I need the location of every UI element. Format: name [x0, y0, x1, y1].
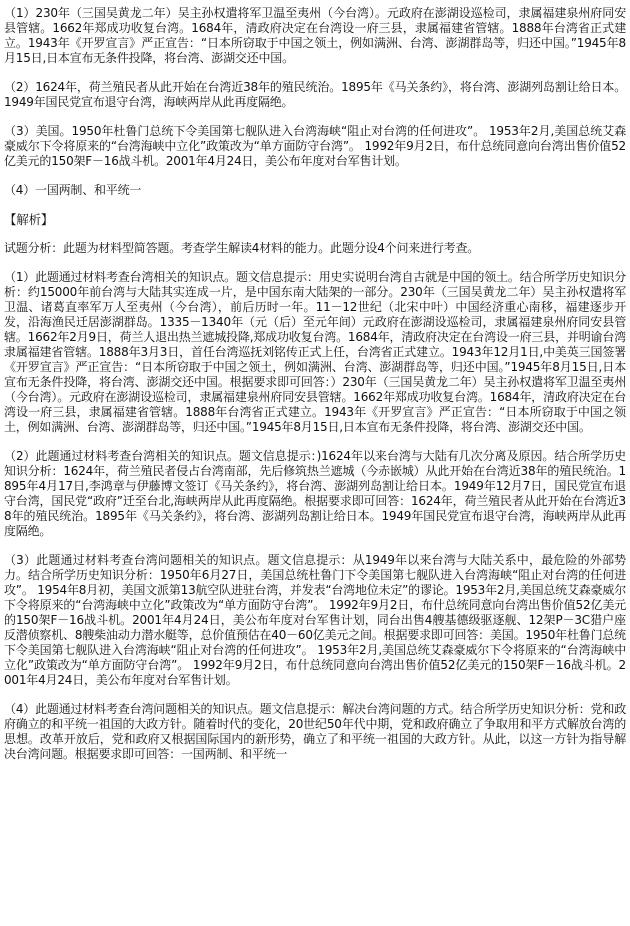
spacer [4, 256, 626, 270]
answer-4: （4）一国两制、和平统一 [4, 183, 142, 197]
analysis-part-1: （1）此题通过材料考查台湾相关的知识点。题文信息提示：用史实说明台湾自古就是中国的领土。结合所学历史知识分析：约15000年前台湾与大陆其实连成一片，是中国东南大陆架的一部分。230年（三国吴黄龙二年）吴主孙权遣将军卫温、诸葛直率军万人至夷州（今台湾），前后历时一年。11－12世纪（北宋中叶）中国经济重心南移，福建逐步开发，沿海渔民迁居澎湖群岛。1335－1340年（元（后）至元年间）元政府在澎湖设巡检司，隶属福建泉州府同安县管辖。1662年2月9日，荷兰人退出热兰遮城投降,郑成功收复台湾。1684年，清政府决定在台湾设一府三县，并明谕台湾隶属福建省管辖。1888年3月3日，首任台湾巡抚刘铭传正式上任，台湾省正式建立。1943年12月1日,中美英三国签署《开罗宣言》严正宣告：“日本所窃取于中国之领土，例如满洲、台湾、澎湖群岛等，归还中国。”1945年8月15日,日本宣布无条件投降，将台湾、澎湖交还中国。根据要求即可回答：）230年（三国吴黄龙二年）吴主孙权遣将军卫温至夷州（今台湾）。元政府在澎湖设巡检司，隶属福建泉州府同安县管辖。1662年郑成功收复台湾。1684年，清政府决定在台湾设一府三县，隶属福建省管辖。1888年台湾省正式建立。1943年《开罗宣言》严正宣告：“日本所窃取于中国之领土，例如满洲、台湾、澎湖群岛等，归还中国。”1945年8月15日,日本宣布无条件投降，将台湾、澎湖交还中国。 [4, 270, 626, 434]
spacer [4, 435, 626, 449]
spacer [4, 688, 626, 702]
answer-3: （3）美国。1950年杜鲁门总统下令美国第七舰队进入台湾海峡“阻止对台湾的任何进攻”。 1953年2月,美国总统艾森豪威尔下令将原来的“台湾海峡中立化”政策改为“单方面防守台湾”。 1992年9月2日，布什总统同意向台湾出售价值52亿美元的150架F－16战斗机。2001年4月24日，美公布年度对台军售计划。 [4, 124, 626, 168]
answer-2: （2）1624年，荷兰殖民者从此开始在台湾近38年的殖民统治。1895年《马关条约》，将台湾、澎湖列岛割让给日本。1949年国民党宣布退守台湾，海峡两岸从此再度隔绝。 [4, 80, 626, 109]
analysis-part-2: （2）此题通过材料考查台湾相关的知识点。题文信息提示：)1624年以来台湾与大陆有几次分离及原因。结合所学历史知识分析：1624年，荷兰殖民者侵占台湾南部，先后修筑热兰遮城（今赤嵌城）从此开始在台湾近38年的殖民统治。1895年4月17日,李鸿章与伊藤博文签订《马关条约》，将台湾、澎湖列岛割让给日本。1949年12月7日，国民党宣布退守台湾，国民党“政府”迁至台北,海峡两岸从此再度隔绝。根据要求即可回答：1624年，荷兰殖民者从此开始在台湾近38年的殖民统治。1895年《马关条约》，将台湾、澎湖列岛割让给日本。1949年国民党宣布退守台湾，海峡两岸从此再度隔绝。 [4, 449, 626, 538]
spacer [4, 110, 626, 124]
spacer [4, 198, 626, 212]
analysis-intro: 试题分析：此题为材料型简答题。考查学生解读4材料的能力。此题分设4个问来进行考查。 [4, 241, 480, 255]
spacer [4, 66, 626, 80]
analysis-part-3: （3）此题通过材料考查台湾问题相关的知识点。题文信息提示：从1949年以来台湾与大陆关系中，最危险的外部势力。结合所学历史知识分析：1950年6月27日，美国总统杜鲁门下令美国第七舰队进入台湾海峡“阻止对台湾的任何进攻”。 1954年8月初，美国文派第13航空队进驻台湾，并发表“台湾地位未定”的谬论。1953年2月,美国总统艾森豪威尔下令将原来的“台湾海峡中立化”政策改为“单方面防守台湾”。 1992年9月2日，布什总统同意向台湾出售价值52亿美元的150架F－16战斗机。2001年4月24日，美公布年度对台军售计划，同台出售4艘基德级驱逐舰、12架P－3C猎户座反潜侦察机、8艘柴油动力潜水艇等，总价值预估在40－60亿美元之间。根据要求即可回答：美国。1950年杜鲁门总统下令美国第七舰队进入台湾海峡“阻止对台湾的任何进攻”。 1953年2月,美国总统艾森豪威尔下令将原来的“台湾海峡中立化”政策改为“单方面防守台湾”。 1992年9月2日，布什总统同意向台湾出售价值52亿美元的150架F－16战斗机。2001年4月24日，美公布年度对台军售计划。 [4, 553, 626, 687]
analysis-part-4: （4）此题通过材料考查台湾问题相关的知识点。题文信息提示：解决台湾问题的方式。结合所学历史知识分析：党和政府确立的和平统一祖国的大政方针。随着时代的变化，20世纪50年代中期，党和政府确立了争取用和平方式解放台湾的思想。改革开放后，党和政府又根据国际国内的新形势，确立了和平统一祖国的大政方针。从此，以这一方针为指导解决台湾问题。根据要求即可回答：一国两制、和平统一 [4, 702, 626, 761]
analysis-heading: 【解析】 [4, 212, 54, 227]
answer-1: （1）230年（三国吴黄龙二年）吴主孙权遣将军卫温至夷州（今台湾）。元政府在澎湖设巡检司，隶属福建泉州府同安县管辖。1662年郑成功收复台湾。1684年，清政府决定在台湾设一府三县，隶属福建省管辖。1888年台湾省正式建立。1943年《开罗宣言》严正宣告：“日本所窃取于中国之领土，例如满洲、台湾、澎湖群岛等，归还中国。”1945年8月15日,日本宣布无条件投降，将台湾、澎湖交还中国。 [4, 6, 626, 65]
spacer [4, 169, 626, 183]
spacer [4, 539, 626, 553]
spacer [4, 227, 626, 241]
